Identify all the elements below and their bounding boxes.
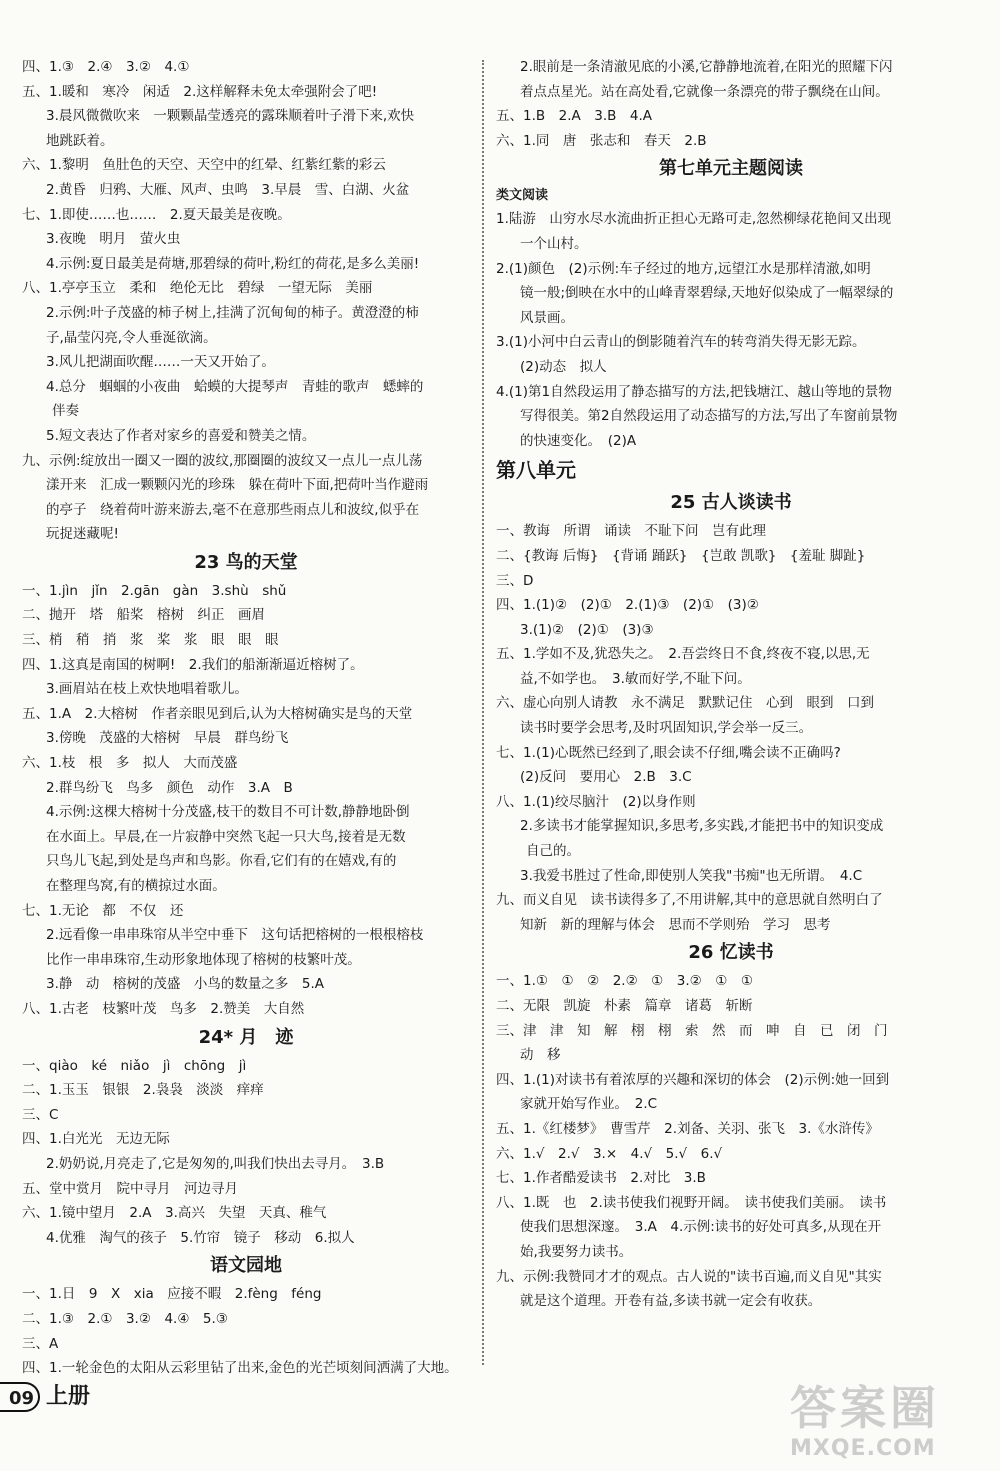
answer-line: 1.陆游 山穷水尽水流曲折正担心无路可走,忽然柳绿花艳间又出现 [496, 211, 892, 228]
page-number: 09 [0, 1382, 40, 1412]
watermark [790, 1380, 990, 1466]
answer-line: 二、抛开 塔 船桨 榕树 纠正 画眉 [22, 607, 265, 624]
answer-line: 3.风儿把湖面吹醒……一天又开始了。 [46, 354, 275, 371]
answer-line: 4.示例:这棵大榕树十分茂盛,枝干的数目不可计数,静静地卧倒 [46, 804, 410, 821]
answer-line: 一个山村。 [520, 235, 588, 252]
answer-line: 镜一般;倒映在水中的山峰青翠碧绿,天地好似染成了一幅翠绿的 [520, 285, 894, 302]
answer-line: 五、1.学如不及,犹恐失之。 2.吾尝终日不食,终夜不寝,以思,无 [496, 646, 870, 663]
answer-line: 3.画眉站在枝上欢快地唱着歌儿。 [46, 681, 248, 698]
answer-line: 伴奏 [52, 403, 79, 420]
answer-line: 始,我要努力读书。 [520, 1243, 633, 1260]
answer-line: 七、1.即使……也…… 2.夏天最美是夜晚。 [22, 206, 291, 223]
answer-line: 2.多读书才能掌握知识,多思考,多实践,才能把书中的知识变成 [520, 818, 884, 835]
answer-line: 5.短文表达了作者对家乡的喜爱和赞美之情。 [46, 427, 316, 444]
answer-line: 4.(1)第1自然段运用了静态描写的方法,把钱塘江、越山等地的景物 [496, 383, 892, 400]
section-title: 第七单元主题阅读 [659, 158, 803, 180]
answer-line: 六、1.黎明 鱼肚色的天空、天空中的红晕、红紫红紫的彩云 [22, 157, 386, 174]
answer-line: 八、1.亭亭玉立 柔和 绝伦无比 碧绿 一望无际 美丽 [22, 280, 373, 297]
answer-line: 3.我爱书胜过了性命,即使别人笑我"书痴"也无所谓。 4.C [520, 867, 863, 884]
answer-line: 3.静 动 榕树的茂盛 小鸟的数量之多 5.A [46, 976, 324, 993]
answer-line: 知新 新的理解与体会 思而不学则殆 学习 思考 [520, 916, 831, 933]
answer-line: 3.(1)② (2)① (3)③ [520, 621, 654, 638]
answer-line: 2.黄昏 归鸦、大雁、风声、虫鸣 3.早晨 雪、白湖、火盆 [46, 181, 410, 198]
answer-line: 在整理鸟窝,有的横掠过水面。 [46, 878, 226, 894]
answer-line: 3.(1)小河中白云青山的倒影随着汽车的转弯消失得无影无踪。 [496, 334, 866, 351]
section-title: 24* 月 迹 [198, 1026, 294, 1048]
answer-line: 五、1.A 2.大榕树 作者亲眼见到后,认为大榕树确实是鸟的天堂 [22, 705, 413, 722]
answer-line: 四、1.这真是南国的树啊! 2.我们的船渐渐逼近榕树了。 [22, 656, 364, 673]
answer-line: 的亭子 绕着荷叶游来游去,毫不在意那些雨点儿和波纹,似乎在 [46, 501, 420, 518]
answer-line: 四、1.一轮金色的太阳从云彩里钻了出来,金色的光芒顷刻间洒满了大地。 [22, 1360, 458, 1377]
answer-line: 家就开始写作业。 2.C [520, 1096, 658, 1113]
answer-line: 一、教诲 所谓 诵读 不耻下问 岂有此理 [496, 523, 766, 540]
answer-line: 三、A [22, 1335, 59, 1352]
answer-line: 一、1.jìn jǐn 2.gān gàn 3.shù shǔ [22, 582, 287, 599]
answer-line: 八、1.古老 枝繁叶茂 鸟多 2.赞美 大自然 [22, 1000, 305, 1017]
section-title: 23 鸟的天堂 [194, 551, 298, 573]
answer-line: 2.示例:叶子茂盛的柿子树上,挂满了沉甸甸的柿子。黄澄澄的柿 [46, 304, 419, 321]
answer-line: 只鸟儿飞起,到处是鸟声和鸟影。你看,它们有的在嬉戏,有的 [46, 853, 397, 870]
answer-line: 六、1.√ 2.√ 3.× 4.√ 5.√ 6.√ [496, 1145, 723, 1162]
answer-line: 四、1.③ 2.④ 3.② 4.① [22, 59, 190, 75]
answer-line: 三、津 津 知 解 栩 栩 索 然 而 呻 自 已 闭 门 [496, 1022, 888, 1039]
answer-line: 漾开来 汇成一颗颗闪光的珍珠 躲在荷叶下面,把荷叶当作避雨 [46, 477, 429, 494]
unit-heading: 第八单元 [496, 458, 576, 483]
answer-line: 读书时要学会思考,及时巩固知识,学会举一反三。 [520, 720, 813, 737]
answer-line: 四、1.白光光 无边无际 [22, 1131, 170, 1148]
answer-line: (2)动态 拟人 [520, 358, 607, 375]
answer-line: 九、而义自见 读书读得多了,不用讲解,其中的意思就自然明白了 [496, 892, 883, 909]
answer-line: 地跳跃着。 [46, 132, 114, 149]
answer-line: 九、示例:我赞同才才的观点。古人说的"读书百遍,而义自见"其实 [496, 1268, 882, 1285]
answer-line: 2.群鸟纷飞 鸟多 颜色 动作 3.A B [46, 779, 293, 796]
answer-line: 2.奶奶说,月亮走了,它是匆匆的,叫我们快出去寻月。 3.B [46, 1155, 385, 1172]
answer-line: 4.示例:夏日最美是荷塘,那碧绿的荷叶,粉红的荷花,是多么美丽! [46, 255, 420, 272]
answer-line: 着点点星光。站在高处看,它就像一条漂亮的带子飘绕在山间。 [520, 83, 889, 100]
answer-line: (2)反问 要用心 2.B 3.C [520, 769, 692, 786]
answer-line: 一、1.日 9 X xia 应接不暇 2.fèng féng [22, 1286, 322, 1303]
answer-line: 一、qiào ké niǎo jì chōng jì [22, 1057, 247, 1074]
answer-line: 八、1.既 也 2.读书使我们视野开阔。 读书使我们美丽。 读书 [496, 1194, 887, 1211]
answer-line: 比作一串串珠帘,生动形象地体现了榕树的枝繁叶茂。 [46, 951, 361, 968]
answer-line: 4.优雅 淘气的孩子 5.竹帘 镜子 移动 6.拟人 [46, 1229, 355, 1246]
section-title: 25 古人谈读书 [670, 492, 792, 514]
answer-line: 子,晶莹闪亮,令人垂涎欲滴。 [46, 329, 217, 346]
answer-line: 动 移 [520, 1047, 561, 1064]
watermark-logo: 答案圈 [790, 1381, 940, 1435]
answer-line: 二、1.③ 2.① 3.② 4.④ 5.③ [22, 1310, 228, 1327]
answer-line: 风景画。 [520, 309, 574, 326]
answer-line: 三、C [22, 1106, 59, 1123]
answer-line: 就是这个道理。开卷有益,多读书就一定会有收获。 [520, 1293, 822, 1310]
answer-line: 写得很美。第2自然段运用了动态描写的方法,写出了车窗前景物 [520, 408, 898, 425]
answer-line: 七、1.(1)心既然已经到了,眼会读不仔细,嘴会读不正确吗? [496, 744, 841, 761]
answer-line: 的快速变化。 (2)A [520, 432, 637, 449]
answer-line: 三、D [496, 572, 534, 589]
answer-line: 3.夜晚 明月 萤火虫 [46, 231, 181, 248]
left-column [22, 55, 470, 1381]
answer-line: 2.眼前是一条清澈见底的小溪,它静静地流着,在阳光的照耀下闪 [520, 59, 893, 75]
answer-line: 四、1.(1)对读书有着浓厚的兴趣和深切的体会 (2)示例:她一回到 [496, 1071, 890, 1088]
answer-line: 六、1.同 唐 张志和 春天 2.B [496, 132, 707, 149]
section-title: 语文园地 [210, 1255, 282, 1277]
answer-line: 二、1.玉玉 银银 2.袅袅 淡淡 痒痒 [22, 1082, 264, 1099]
answer-line: 玩捉迷藏呢! [46, 526, 119, 543]
answer-line: 自己的。 [526, 843, 580, 860]
answer-line: 七、1.作者酷爱读书 2.对比 3.B [496, 1170, 706, 1187]
answer-line: 三、梢 稍 捎 浆 桨 浆 眼 眼 眼 [22, 632, 279, 649]
answer-line: 3.晨风微微吹来 一颗颗晶莹透亮的露珠顺着叶子滑下来,欢快 [46, 108, 415, 125]
answer-line: 二、{教诲 后悔} {背诵 踊跃} {岂敢 凯歌} {羞耻 脚趾} [496, 547, 866, 564]
section-title: 26 忆读书 [688, 942, 774, 964]
answer-line: 2.(1)颜色 (2)示例:车子经过的地方,远望江水是那样清澈,如明 [496, 260, 871, 277]
answer-line: 五、1.B 2.A 3.B 4.A [496, 108, 653, 125]
volume-label: 上册 [46, 1384, 91, 1409]
answer-line: 五、1.《红楼梦》 曹雪芹 2.刘备、关羽、张飞 3.《水浒传》 [496, 1120, 879, 1137]
answer-line: 在水面上。早晨,在一片寂静中突然飞起一只大鸟,接着是无数 [46, 828, 406, 845]
answer-line: 九、示例:绽放出一圈又一圈的波纹,那圈圈的波纹又一点儿一点儿荡 [22, 452, 423, 469]
answer-line: 益,不如学也。 3.敏而好学,不耻下问。 [520, 670, 751, 687]
answer-line: 八、1.(1)绞尽脑汁 (2)以身作则 [496, 793, 696, 810]
answer-line: 四、1.(1)② (2)① 2.(1)③ (2)① (3)② [496, 597, 759, 614]
watermark-url: MXQE.COM [790, 1436, 936, 1461]
answer-line: 六、虚心向别人请教 永不满足 默默记住 心到 眼到 口到 [496, 695, 874, 712]
answer-line: 3.傍晚 茂盛的大榕树 早晨 群鸟纷飞 [46, 730, 289, 747]
answer-line: 一、1.① ① ② 2.② ① 3.② ① ① [496, 973, 753, 990]
answer-line: 4.总分 蝈蝈的小夜曲 蛤蟆的大提琴声 青蛙的歌声 蟋蟀的 [46, 378, 424, 395]
answer-line: 使我们思想深邃。 3.A 4.示例:读书的好处可真多,从现在开 [520, 1219, 882, 1236]
answer-line: 七、1.无论 都 不仅 还 [22, 902, 184, 919]
answer-line: 六、1.枝 根 多 拟人 大而茂盛 [22, 755, 238, 772]
answer-line: 五、堂中赏月 院中寻月 河边寻月 [22, 1180, 238, 1197]
answer-line: 五、1.暖和 寒冷 闲适 2.这样解释未免太牵强附会了吧! [22, 83, 378, 100]
column-divider [482, 60, 484, 1365]
answer-line: 二、无限 凯旋 朴素 篇章 诸葛 斩断 [496, 998, 753, 1014]
answer-line: 2.远看像一串串珠帘从半空中垂下 这句话把榕树的一根根榕枝 [46, 927, 424, 944]
subsection-label: 类文阅读 [496, 188, 549, 204]
answer-line: 六、1.镜中望月 2.A 3.高兴 失望 天真、稚气 [22, 1205, 327, 1222]
right-column [496, 55, 966, 1314]
